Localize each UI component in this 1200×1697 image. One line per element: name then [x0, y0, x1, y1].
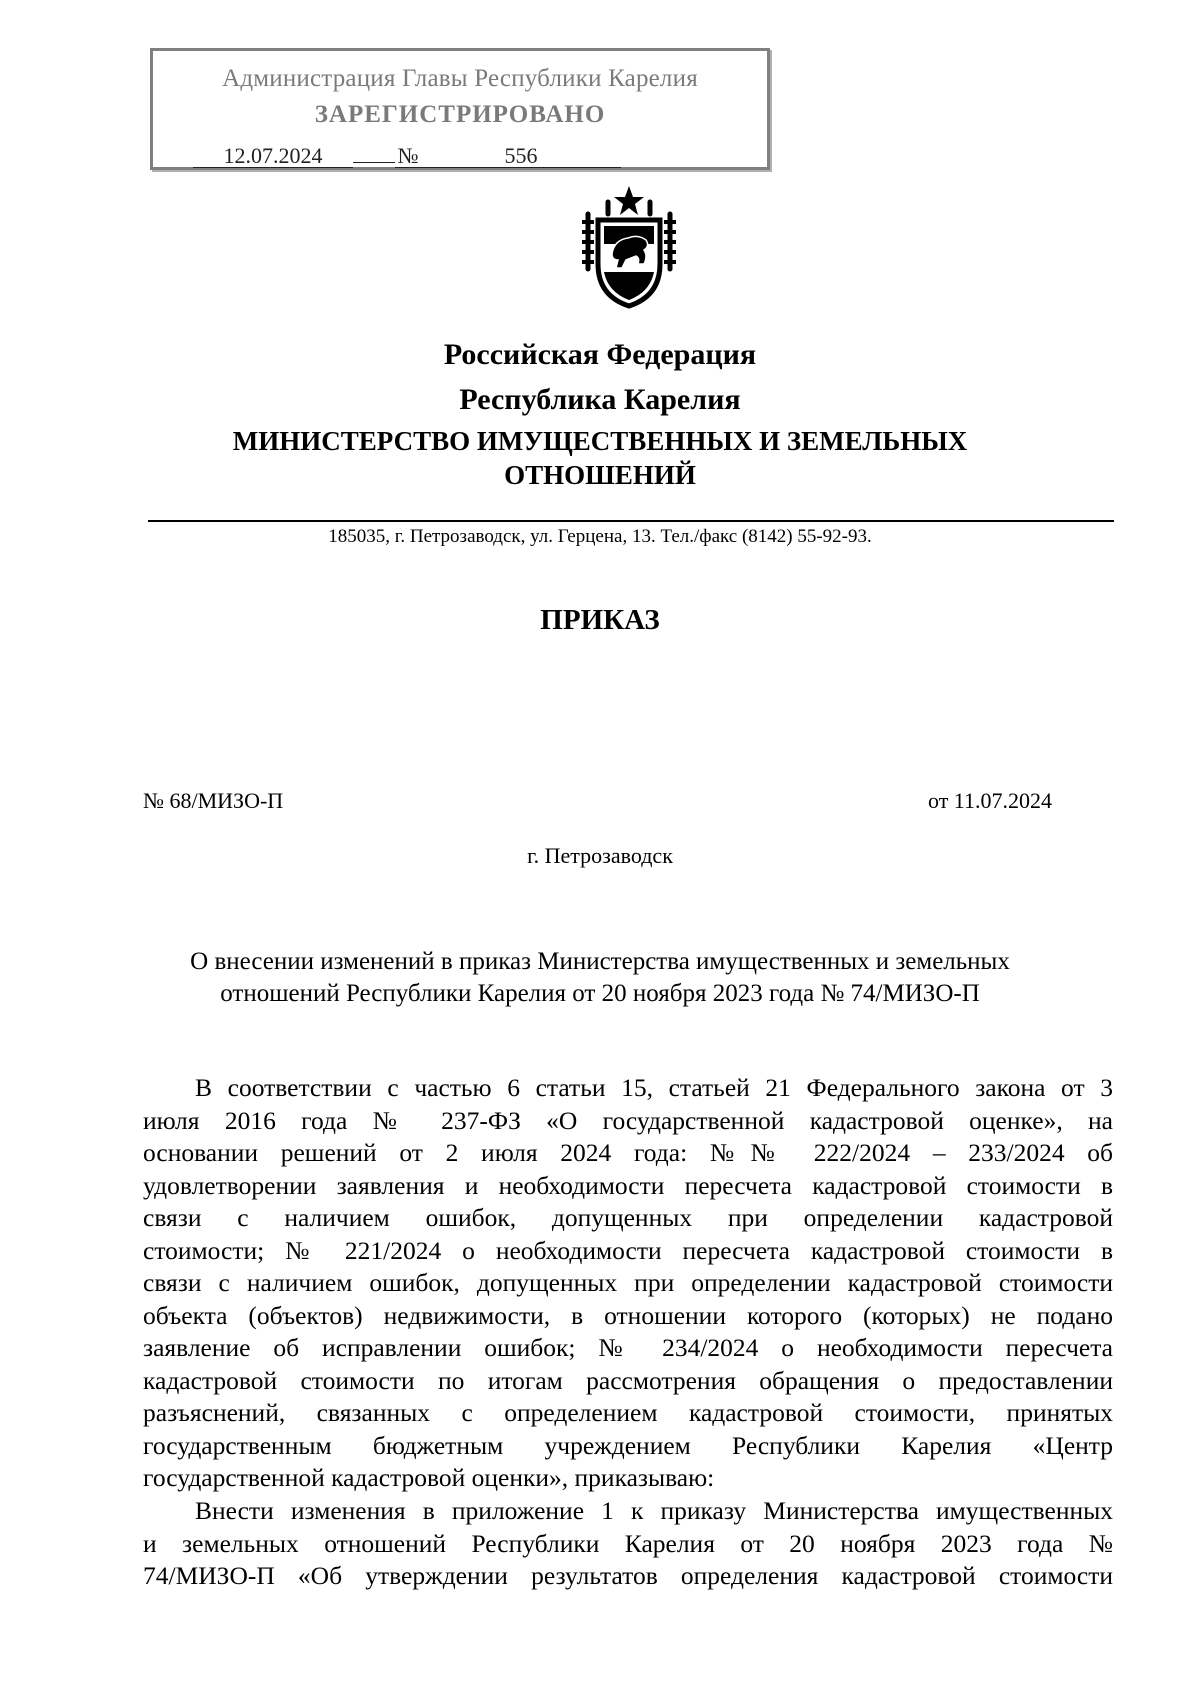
body-line: стоимости; № 221/2024 о необходимости пересчета кадастровой стоимости в [143, 1235, 1113, 1265]
registration-stamp [150, 48, 770, 170]
body-line: июля 2016 года № 237-ФЗ «О государственной кадастровой оценке», на [143, 1105, 1113, 1135]
ministry-address: 185035, г. Петрозаводск, ул. Герцена, 13. Тел./факс (8142) 55-92-93. [328, 526, 872, 547]
body-paragraph-1 [143, 1072, 1113, 1495]
ministry-heading-line2: ОТНОШЕНИЙ [504, 460, 696, 490]
stamp-status: ЗАРЕГИСТРИРОВАНО [314, 101, 606, 128]
stamp-number: 556 [421, 145, 621, 168]
document-date: от 11.07.2024 [927, 788, 1052, 813]
stamp-number-label: № [395, 145, 421, 168]
body-line: кадастровой стоимости по итогам рассмотрения обращения о предоставлении [143, 1365, 1113, 1395]
document-type-title: ПРИКАЗ [540, 604, 660, 636]
body-line: связи с наличием ошибок, допущенных при определении кадастровой [143, 1203, 1113, 1232]
document-city: г. Петрозаводск [527, 843, 673, 868]
body-line: связи с наличием ошибок, допущенных при определении кадастровой стоимости [143, 1268, 1113, 1297]
body-paragraph-2 [143, 1495, 1113, 1593]
stamp-organization: Администрация Главы Республики Карелия [222, 65, 698, 92]
ministry-heading [220, 424, 980, 492]
document-number: № 68/МИЗО-П [143, 788, 284, 813]
body-line: и земельных отношений Республики Карелия от 20 ноября 2023 года № [143, 1528, 1113, 1558]
document-subject-line2: отношений Республики Карелия от 20 ноября 2023 года № 74/МИЗО-П [220, 980, 980, 1007]
body-line: заявление об исправлении ошибок; № 234/2024 о необходимости пересчета [143, 1333, 1113, 1362]
header-divider [148, 520, 1114, 522]
region-heading: Республика Карелия [459, 383, 741, 416]
body-line: 74/МИЗО-П «Об утверждении результатов определения кадастровой стоимости [143, 1561, 1113, 1590]
body-line: удовлетворении заявления и необходимости пересчета кадастровой стоимости в [143, 1170, 1113, 1200]
stamp-registration-line [193, 143, 621, 169]
body-line: объекта (объектов) недвижимости, в отношении которого (которых) не подано [143, 1300, 1113, 1330]
body-line: основании решений от 2 июля 2024 года: №№ 222/2024 – 233/2024 об [143, 1138, 1113, 1167]
body-line: государственным бюджетным учреждением Республики Карелия «Центр [143, 1430, 1113, 1460]
country-heading: Российская Федерация [443, 338, 757, 371]
body-line: государственной кадастровой оценки», приказываю: [143, 1463, 715, 1492]
document-subject [0, 946, 1200, 1010]
ministry-heading-line1: МИНИСТЕРСТВО ИМУЩЕСТВЕННЫХ И ЗЕМЕЛЬНЫХ [232, 426, 968, 456]
body-line: разъяснений, связанных с определением кадастровой стоимости, принятых [143, 1398, 1113, 1427]
body-line: Внести изменения в приложение 1 к приказу Министерства имущественных [195, 1496, 1113, 1525]
body-line: В соответствии с частью 6 статьи 15, статьей 21 Федерального закона от 3 [195, 1073, 1113, 1102]
document-subject-line1: О внесении изменений в приказ Министерства имущественных и земельных [190, 948, 1010, 975]
stamp-date: 12.07.2024 [193, 145, 353, 168]
coat-of-arms-emblem [578, 184, 680, 309]
